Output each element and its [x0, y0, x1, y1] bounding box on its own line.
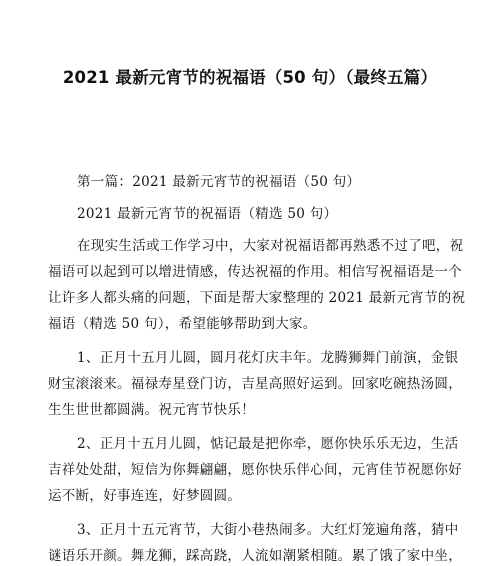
paragraph-line: 生生世世都圆满。祝元宵节快乐！: [48, 402, 255, 418]
paragraph-line: 财宝滚滚来。福禄寿星登门访，吉星高照好运到。回家吃碗热汤圆，: [48, 376, 462, 392]
paragraph-line: 2、正月十五月儿圆，惦记最是把你牵，愿你快乐乐无边，生活: [77, 436, 459, 452]
paragraph-line: 谜语乐开颜。舞龙狮，踩高跷，人流如潮紧相随。累了饿了家中坐，: [48, 548, 462, 564]
paragraph-line: 让许多人都头痛的问题，下面是帮大家整理的 2021 最新元宵节的祝: [48, 290, 466, 306]
paragraph-line: 3、正月十五元宵节，大街小巷热闹多。大红灯笼遍角落，猜中: [77, 522, 459, 538]
paragraph-line: 福语（精选 50 句），希望能够帮助到大家。: [48, 316, 317, 332]
paragraph-line: 福语可以起到可以增进情感，传达祝福的作用。相信写祝福语是一个: [48, 264, 462, 280]
paragraph-line: 吉祥处处甜，短信为你舞翩翩，愿你快乐伴心间，元宵佳节祝愿你好: [48, 462, 462, 478]
paragraph-line: 1、正月十五月儿圆，圆月花灯庆丰年。龙腾狮舞门前演，金银: [77, 350, 459, 366]
section-heading: 第一篇：2021 最新元宵节的祝福语（50 句）: [77, 174, 361, 190]
paragraph-line: 运不断，好事连连，好梦圆圆。: [48, 488, 242, 504]
paragraph-line: 在现实生活或工作学习中，大家对祝福语都再熟悉不过了吧，祝: [77, 238, 464, 254]
subheading: 2021 最新元宵节的祝福语（精选 50 句）: [77, 206, 338, 222]
document-title: 2021 最新元宵节的祝福语（50 句）（最终五篇）: [62, 68, 438, 87]
